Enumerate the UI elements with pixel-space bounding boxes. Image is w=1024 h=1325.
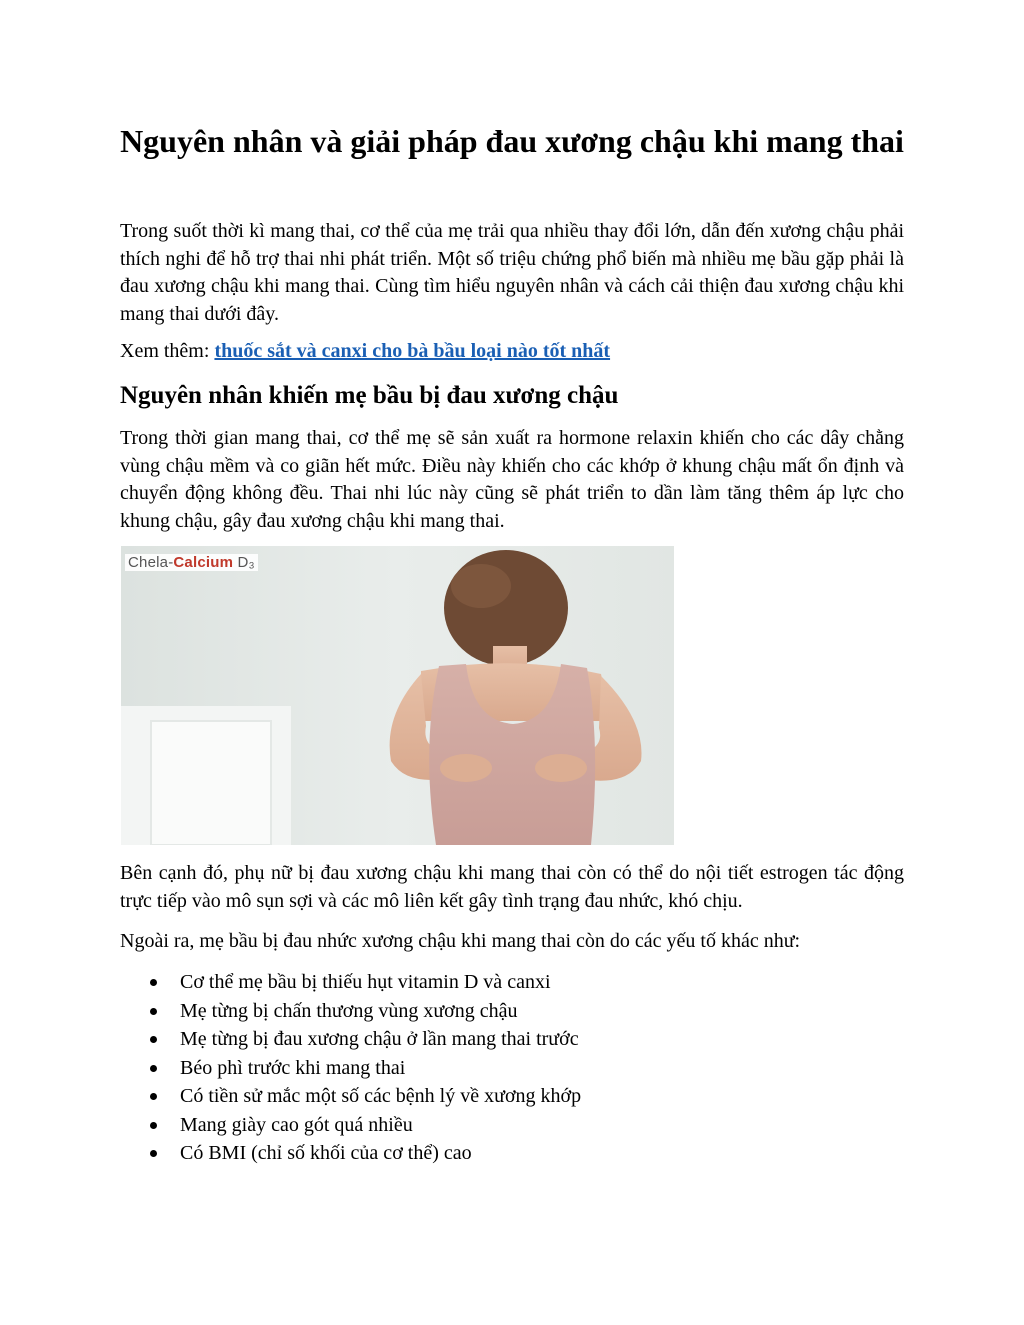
photo-illustration [121,546,674,845]
brand-part-1: Chela- [128,554,174,571]
brand-part-2: Calcium [173,554,234,571]
list-item-text: Mang giày cao gót quá nhiều [180,1113,413,1136]
list-item [120,1139,581,1168]
bullet-icon [150,979,157,986]
list-item-text: Mẹ từng bị chấn thương vùng xương chậu [180,999,518,1022]
list-intro: Ngoài ra, mẹ bầu bị đau nhức xương chậu khi mang thai còn do các yếu tố khác như: [120,930,801,952]
list-item-text: Béo phì trước khi mang thai [180,1056,406,1079]
page-title: Nguyên nhân và giải pháp đau xương chậu khi mang thai [120,123,904,159]
brand-part-3: D₃ [233,554,255,571]
list-item [120,1111,581,1140]
bullet-icon [150,1065,157,1072]
list-item-text: Có BMI (chỉ số khối của cơ thể) cao [180,1142,472,1164]
list-item [120,1054,581,1083]
list-item [120,1025,581,1054]
list-item-text: Có tiền sử mắc một số các bệnh lý về xương khớp [180,1085,582,1107]
factor-list [120,968,581,1168]
brand-logo [125,554,258,571]
cause-paragraph: Trong thời gian mang thai, cơ thể mẹ sẽ sản xuất ra hormone relaxin khiến cho các dây chằng vùng chậu mềm và co giãn hết mức. Điều này khiến cho các khớp ở khung chậu mất ổn định và chuyển động không đều. Thai nhi lúc này cũng sẽ phát triển to dần làm tăng thêm áp lực cho khung chậu, gây đau xương chậu khi mang thai. [120,427,904,532]
bullet-icon [150,1093,157,1100]
list-item [120,1082,581,1111]
bullet-icon [150,1122,157,1129]
section-heading: Nguyên nhân khiến mẹ bầu bị đau xương chậu [120,382,619,409]
bullet-icon [150,1150,157,1157]
back-pain-photo [121,546,674,845]
list-item-text: Cơ thể mẹ bầu bị thiếu hụt vitamin D và canxi [180,971,551,993]
see-also-line [120,338,904,366]
list-item-text: Mẹ từng bị đau xương chậu ở lần mang thai trước [180,1028,579,1050]
estrogen-paragraph: Bên cạnh đó, phụ nữ bị đau xương chậu khi mang thai còn có thể do nội tiết estrogen tác động trực tiếp vào mô sụn sợi và các mô liên kết gây tình trạng đau nhức, khó chịu. [120,862,904,912]
intro-paragraph: Trong suốt thời kì mang thai, cơ thể của mẹ trải qua nhiều thay đổi lớn, dẫn đến xương chậu phải thích nghi để hỗ trợ thai nhi phát triển. Một số triệu chứng phổ biến mà nhiều mẹ bầu gặp phải là đau xương chậu khi mang thai. Cùng tìm hiểu nguyên nhân và cách cải thiện đau xương chậu khi mang thai dưới đây. [120,220,904,325]
bullet-icon [150,1036,157,1043]
bullet-icon [150,1008,157,1015]
list-item [120,968,581,997]
list-item [120,997,581,1026]
see-also-link[interactable]: thuốc sắt và canxi cho bà bầu loại nào tốt nhất [214,340,611,362]
see-also-label: Xem thêm: [120,340,215,362]
